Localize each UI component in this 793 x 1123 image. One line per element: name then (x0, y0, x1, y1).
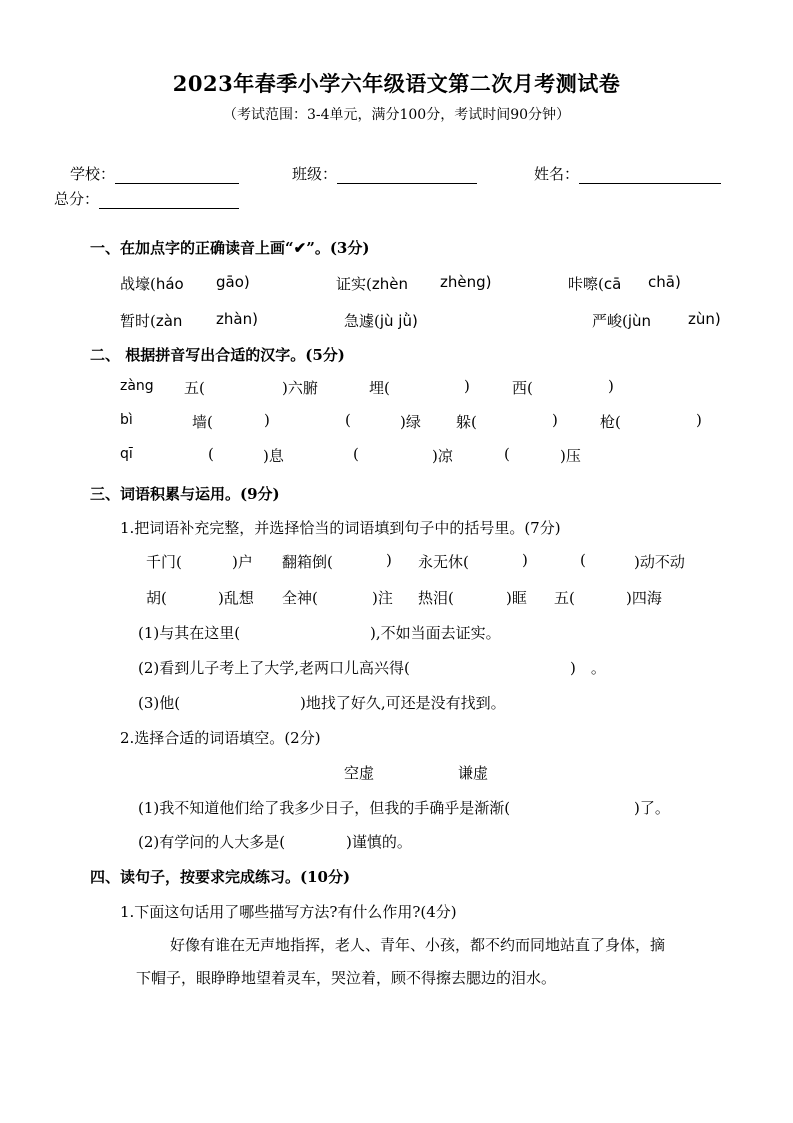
blank-open: 五( (184, 379, 205, 397)
s1-option-a[interactable]: háo (155, 275, 184, 293)
sentence-2-end: ) 。 (570, 659, 606, 677)
s1-item-1 (120, 273, 184, 294)
idiom-blank: 热泪( (418, 589, 454, 607)
passage-line-1: 好像有谁在无声地指挥，老人、青年、小孩，都不约而同地站直了身体，摘 (170, 936, 666, 954)
s1-option-a[interactable]: jù jǜ) (379, 312, 418, 330)
s1-option-a[interactable]: jùn (627, 312, 652, 330)
section-4-title: 四、读句子，按要求完成练习。(10分) (90, 868, 351, 886)
sentence-3-end: )地找了好久,可还是没有找到。 (300, 694, 506, 712)
s1-item-6 (592, 310, 651, 331)
s1-item-4 (120, 310, 182, 331)
section-3-title: 三、词语积累与运用。(9分) (90, 485, 280, 503)
choice-word-1: 空虚 (344, 764, 375, 782)
blank-close: )凉 (432, 447, 453, 465)
s1-option-a[interactable]: zhèn (371, 275, 408, 293)
blank-open: 墙( (192, 413, 213, 431)
blank-close: )息 (263, 447, 284, 465)
blank-close: ) (464, 377, 470, 395)
sentence-3-start: (3)他( (138, 694, 181, 712)
blank-close: )六腑 (282, 379, 318, 397)
idiom-blank: )乱想 (218, 589, 254, 607)
school-field (70, 163, 239, 184)
name-field (534, 163, 721, 184)
school-label: 学校： (70, 165, 116, 183)
exam-info: （考试范围：3-4单元，满分100分，考试时间90分钟） (222, 107, 571, 123)
blank-close: ) (264, 411, 270, 429)
idiom-blank: )眶 (506, 589, 527, 607)
s1-option-b[interactable]: zhèng) (440, 273, 492, 291)
sentence-1-start: (1)与其在这里( (138, 624, 241, 642)
idiom-blank: )四海 (626, 589, 662, 607)
blank-open: ( (353, 445, 359, 463)
idiom-blank: )户 (232, 553, 253, 571)
class-field (292, 163, 477, 184)
pinyin-qi: qī (120, 446, 133, 462)
choice-sentence-1-start: (1)我不知道他们给了我多少日子，但我的手确乎是渐渐( (138, 799, 511, 817)
idiom-blank: 千门( (146, 553, 182, 571)
sentence-1-end: ),不如当面去证实。 (370, 624, 501, 642)
s1-option-b[interactable]: zùn) (688, 310, 721, 328)
pinyin-zang: zàng (120, 378, 154, 394)
s1-item-5 (344, 310, 418, 331)
blank-close: ) (552, 411, 558, 429)
blank-close: )绿 (400, 413, 421, 431)
blank-open: 躲( (456, 413, 477, 431)
s3-question-1: 1.把词语补充完整，并选择恰当的词语填到句子中的括号里。(7分) (120, 519, 561, 537)
score-field (54, 188, 239, 209)
s1-option-a[interactable]: cā (603, 275, 622, 293)
section-2-title: 二、 根据拼音写出合适的汉字。(5分) (90, 346, 345, 364)
s1-word: 证实( (336, 275, 372, 293)
choice-sentence-2-start: (2)有学问的人大多是( (138, 833, 286, 851)
choice-sentence-2-end: )谨慎的。 (346, 833, 412, 851)
blank-close: ) (608, 377, 614, 395)
s1-option-a[interactable]: zàn (155, 312, 183, 330)
section-1-title: 一、在加点字的正确读音上画“✔”。(3分) (90, 239, 370, 257)
class-blank[interactable] (337, 167, 477, 184)
blank-open: ( (208, 445, 214, 463)
s1-option-b[interactable]: zhàn) (216, 310, 258, 328)
s3-question-2: 2.选择合适的词语填空。(2分) (120, 729, 321, 747)
s1-word: 急遽( (344, 312, 380, 330)
idiom-blank: 全神( (282, 589, 318, 607)
blank-close: ) (696, 411, 702, 429)
blank-open: 西( (512, 379, 533, 397)
idiom-blank: 永无休( (418, 553, 469, 571)
s1-item-2 (336, 273, 408, 294)
name-label: 姓名： (534, 165, 580, 183)
blank-open: ( (504, 445, 510, 463)
idiom-blank: )动不动 (634, 553, 685, 571)
s1-option-b[interactable]: gāo) (216, 273, 250, 291)
blank-open: ( (345, 411, 351, 429)
blank-close: )压 (560, 447, 581, 465)
idiom-blank: ) (386, 551, 392, 569)
s1-word: 暂时( (120, 312, 156, 330)
choice-word-2: 谦虚 (458, 764, 489, 782)
school-blank[interactable] (115, 167, 239, 184)
s1-option-b[interactable]: chā) (648, 273, 681, 291)
score-label: 总分： (54, 190, 100, 208)
sentence-2-start: (2)看到儿子考上了大学,老两口儿高兴得( (138, 659, 410, 677)
blank-open: 埋( (369, 379, 390, 397)
idiom-blank: 五( (554, 589, 575, 607)
score-blank[interactable] (99, 192, 239, 209)
pinyin-bi: bì (120, 412, 133, 428)
idiom-blank: ) (522, 551, 528, 569)
blank-open: 枪( (600, 413, 621, 431)
idiom-blank: ( (580, 551, 586, 569)
class-label: 班级： (292, 165, 338, 183)
page-title: 2023年春季小学六年级语文第二次月考测试卷 (172, 71, 621, 96)
name-blank[interactable] (579, 167, 721, 184)
choice-sentence-1-end: )了。 (634, 799, 670, 817)
s4-question-1: 1.下面这句话用了哪些描写方法?有什么作用?(4分) (120, 903, 457, 921)
passage-line-2: 下帽子，眼睁睁地望着灵车，哭泣着，顾不得擦去腮边的泪水。 (136, 969, 557, 987)
idiom-blank: 胡( (146, 589, 167, 607)
idiom-blank: 翻箱倒( (282, 553, 333, 571)
idiom-blank: )注 (372, 589, 393, 607)
s1-word: 战壕( (120, 275, 156, 293)
s1-word: 严峻( (592, 312, 628, 330)
s1-word: 咔嚓( (568, 275, 604, 293)
s1-item-3 (568, 273, 621, 294)
